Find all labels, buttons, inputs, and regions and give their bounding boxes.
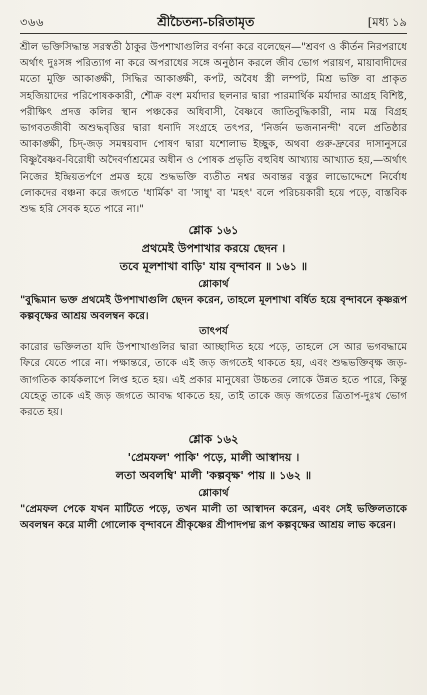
verse-161-line-1: প্রথমেই উপশাখার করয়ে ছেদন । xyxy=(141,241,286,256)
verse-161-line-2: তবে মূলশাখা বাড়ি' যায় বৃন্দাবন ॥ ১৬১ ॥ xyxy=(119,259,308,274)
verse-162-line-2: লতা অবলম্বি' মালী 'কল্পবৃক্ষ' পায় ॥ ১৬২ ॥ xyxy=(115,468,312,483)
verse-162 xyxy=(20,431,407,484)
commentary-paragraph: শ্রীল ভক্তিসিদ্ধান্ত সরস্বতী ঠাকুর উপশাখাগুলির বর্ণনা করে বলেছেন—"শ্রবণ ও কীর্তন নিরপরাধে অর্থাৎ দুঃসঙ্গ পরিত্যাগ না করে অপরাধের সঙ্গে অনুষ্ঠান করলে জীব ভোগ পরায়ণ, মায়াবাদীদের মতো মুক্তি আকাঙ্ক্ষী, সিদ্ধির আকাঙ্ক্ষী, কপট, অবৈধ স্ত্রী লম্পট, মিশ্র ভক্তি বা প্রাকৃত সহজিয়াদের পরিপোষককারী, শৌক্র বংশ মর্যাদার ছলনার দ্বারা পারমার্থিক মর্যাদার আগ্রহ বিশিষ্ট, পরীক্ষিৎ প্রদত্ত কলির স্থান পঞ্চকের অধিবাসী, বৈষ্ণবে জাতিবুদ্ধিকারী, নাম মন্ত্র বিগ্রহ ভাগবতজীবী অশুদ্ধবৃত্তির দ্বারা ধনাদি সংগ্রহে তৎপর, 'নির্জন ভজনানন্দী' বলে প্রতিষ্ঠার আকাঙ্ক্ষী, চিদ্-জড় সমন্বয়বাদ পোষণ দ্বারা যশোলাভ ইচ্ছুক, অথবা গুরু-দ্রুবের দাসানুসরে বিষ্ণুবৈষ্ণব-বিরোধী অদৈবর্ণাশ্রমের অধীন ও পোষক প্রভৃতি বহুবিধ আখ্যায় আখ্যাত হয়,—অর্থাৎ নিজের ইন্দ্রিয়তর্পণে প্রমত্ত হয়ে শুদ্ধভক্তি ব্যতীত নশ্বর অবান্তর বস্তুর লাভোদ্দেশে নির্বোধ লোকদের বঞ্চনা করে জগতে 'ধার্মিক' বা 'সাধু' বা 'মহৎ' বলে পরিচয়কারী হয়ে পড়ে, বাস্তবিক শুদ্ধ হরি সেবক হতে পারে না।" xyxy=(20,42,407,216)
running-header xyxy=(20,14,407,34)
book-title: শ্রীচৈতন্য-চরিতামৃত xyxy=(157,14,255,29)
verse-162-translation-label: শ্লোকার্থ xyxy=(198,487,229,500)
chapter-label: [মধ্য ১৯ xyxy=(367,15,407,29)
verse-161-purport-label: তাৎপর্য xyxy=(199,325,228,338)
verse-161-translation: "বুদ্ধিমান ভক্ত প্রথমেই উপশাখাগুলি ছেদন করেন, তাহলে মূলশাখা বর্ধিত হয়ে বৃন্দাবনে কৃষ্ণরূপ কল্পবৃক্ষের আশ্রয় অবলম্বন করে। xyxy=(20,294,407,323)
verse-161 xyxy=(20,222,407,275)
verse-161-heading: শ্লোক ১৬১ xyxy=(188,223,239,238)
verse-161-purport: কারোর ভক্তিলতা যদি উপশাখাগুলির দ্বারা আচ্ছাদিত হয়ে পড়ে, তাহলে সে আর ভগবদ্ধামে ফিরে যেতে পারে না। পক্ষান্তরে, তাকে এই জড় জগতেই থাকতে হয়, এবং শুদ্ধভক্তিবৃক্ষ জড়-জাগতিক কার্যকলাপে লিপ্ত হতে হয়। এই প্রকার মানুষেরা উচ্চতর লোকে উন্নত হতে পারে, কিন্তু যেহেতু তাকে এই জড় জগতে আবদ্ধ থাকতে হয়, তাই তাকে জড় জগতের ত্রিতাপ-দুঃখ ভোগ করতে হয়। xyxy=(20,342,407,419)
verse-162-heading: শ্লোক ১৬২ xyxy=(188,432,239,447)
verse-161-translation-label: শ্লোকার্থ xyxy=(198,278,229,291)
page-number: ৩৬৬ xyxy=(20,15,44,29)
verse-162-translation: "প্রেমফল পেকে যখন মাটিতে পড়ে, তখন মালী তা আস্বাদন করেন, এবং সেই ভক্তিলতাকে অবলম্বন করে মালী গোলোক বৃন্দাবনে শ্রীকৃষ্ণের শ্রীপাদপদ্ম রূপ কল্পবৃক্ষের আশ্রয় লাভ করেন। xyxy=(20,503,407,532)
verse-162-line-1: 'প্রেমফল' পাকি' পড়ে, মালী আস্বাদয় । xyxy=(127,450,300,465)
spacer xyxy=(20,421,407,427)
